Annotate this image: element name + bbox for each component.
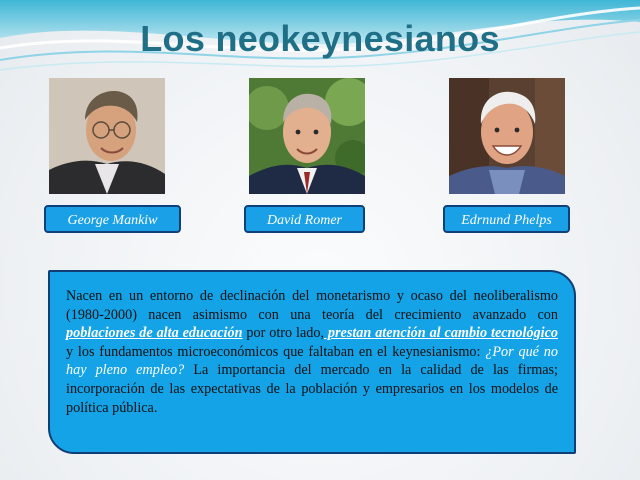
- name-label-phelps: Edrnund Phelps: [443, 205, 570, 233]
- portrait-george-mankiw: [49, 78, 165, 194]
- question-text: ¿Por qué no hay pleno empleo?: [66, 343, 558, 379]
- name-label-romer: David Romer: [244, 205, 365, 233]
- body-text-part4: La importancia del mercado en la calidad de las firmas; incorporación de las expectativas de la población y empresarios en los modelos de política pública.: [66, 362, 558, 416]
- body-text-part2: por otro lado,: [242, 325, 324, 342]
- slide-title: Los neokeynesianos: [140, 18, 500, 59]
- portrait-david-romer: [249, 78, 365, 194]
- emphasis-technology: prestan atención al cambio tecnológico: [324, 325, 558, 342]
- description-textbox: [48, 270, 576, 454]
- body-text-part3: y los fundamentos microeconómicos que faltaban en el keynesianismo:: [66, 343, 486, 360]
- portrait-edmund-phelps: [449, 78, 565, 194]
- body-text-part1: Nacen en un entorno de declinación del monetarismo y ocaso del neoliberalismo (1980-2000) nacen asimismo con una teoría del crecimiento avanzado con: [66, 288, 558, 323]
- name-label-mankiw: George Mankiw: [44, 205, 181, 233]
- emphasis-education: poblaciones de alta educación: [66, 325, 243, 342]
